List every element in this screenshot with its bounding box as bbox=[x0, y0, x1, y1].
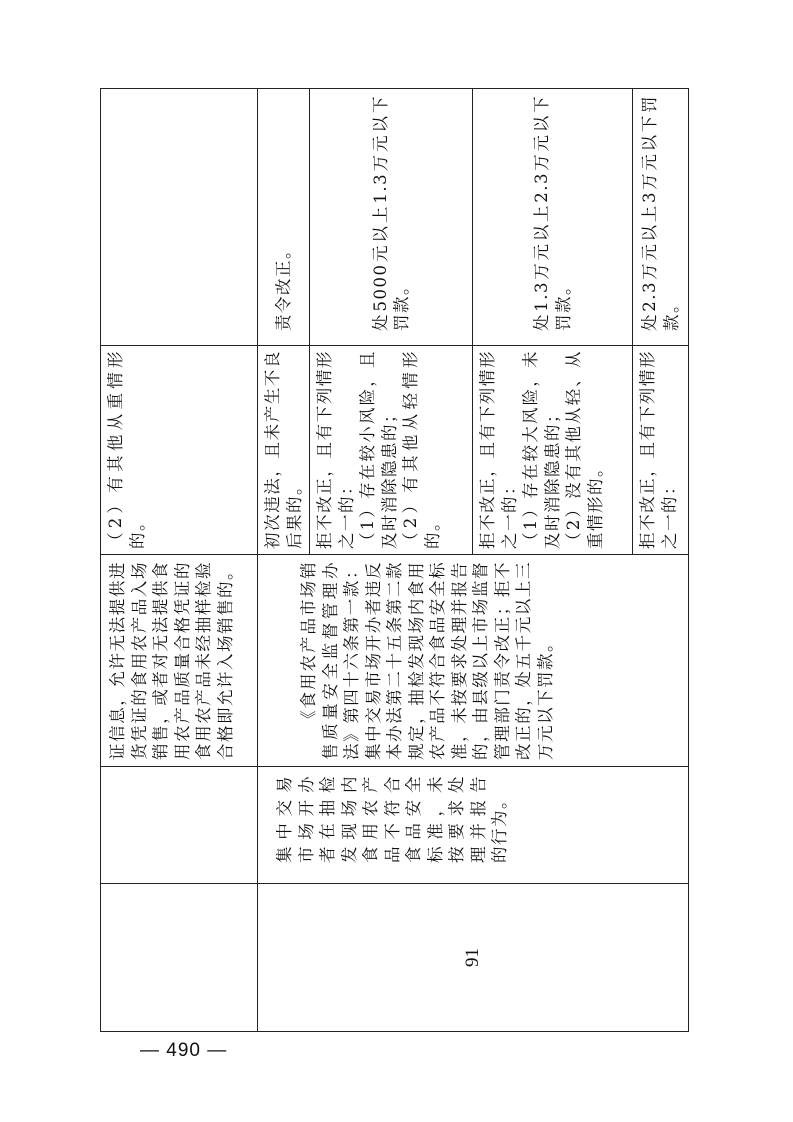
condition-2-line-2: （1）存在较小风险，且及时消除隐患的； bbox=[358, 350, 399, 549]
condition-2-line-1: 拒不改正，且有下列情形之一的： bbox=[315, 350, 356, 549]
condition-3-line-3: （2）没有其他从轻、从重情形的。 bbox=[564, 350, 605, 549]
cell-standard-4 bbox=[633, 89, 689, 346]
cell-continued-behavior bbox=[101, 767, 258, 884]
legal-basis-text: 《食用农产品市场销售质量安全监督管理办法》第四十六条第一款：集中交易市场开办者违反本办法第二十五条第二款规定，抽检发现场内食用农产品不符合食品安全标准，未按要求处理并报告的，由县级以上市场监督管理部门责令改正；拒不改正的，处五千元以上三万元以下罚款。 bbox=[299, 561, 555, 760]
page-number: — 490 — bbox=[140, 1040, 228, 1061]
penalty-discretion-table bbox=[100, 88, 689, 1032]
continued-basis-text: 证信息，允许无法提供进货凭证的食用农产品入场销售，或者对无法提供食用农产品质量合格凭证的食用农产品未经抽样检验合格即允许入场销售的。 bbox=[108, 561, 235, 760]
cell-standard-2 bbox=[310, 89, 473, 346]
cell-condition-2 bbox=[310, 346, 473, 555]
cell-continued-number bbox=[101, 884, 258, 1032]
condition-2-line-3: （2）有其他从轻情形的。 bbox=[401, 350, 442, 549]
cell-row-number bbox=[258, 884, 689, 1032]
condition-4-line-1: 拒不改正，且有下列情形之一的： bbox=[638, 350, 679, 549]
condition-1-line-1: 初次违法，且未产生不良后果的。 bbox=[263, 350, 304, 549]
cell-standard-3 bbox=[473, 89, 633, 346]
behavior-text: 集中交易市场开办者在抽检发现场内食用农产品不符合食品安全标准，未按要求处理并报告的行为。 bbox=[275, 775, 509, 863]
level-row-1 bbox=[258, 89, 310, 1032]
rotated-table-container bbox=[100, 89, 688, 1032]
cell-condition-3 bbox=[473, 346, 633, 555]
cell-standard-1 bbox=[258, 89, 310, 346]
cell-legal-basis bbox=[258, 555, 689, 767]
continued-condition-text: （2）有其他从重情形的。 bbox=[106, 350, 147, 549]
cell-continued-condition bbox=[101, 346, 258, 555]
cell-condition-1 bbox=[258, 346, 310, 555]
condition-3-line-2: （1）存在较大风险，未及时消除隐患的； bbox=[521, 350, 562, 549]
standard-2-text: 处5000元以上1.3万元以下罚款。 bbox=[370, 95, 411, 331]
cell-condition-4 bbox=[633, 346, 689, 555]
cell-behavior bbox=[258, 767, 689, 884]
standard-3-text: 处1.3万元以上2.3万元以下罚款。 bbox=[532, 95, 573, 331]
cell-continued-basis bbox=[101, 555, 258, 767]
cell-continued-standard bbox=[101, 89, 258, 346]
continued-row bbox=[101, 89, 258, 1032]
condition-3-line-1: 拒不改正，且有下列情形之一的： bbox=[478, 350, 519, 549]
row-number: 91 bbox=[462, 948, 484, 967]
standard-4-text: 处2.3万元以上3万元以下罚款。 bbox=[640, 95, 681, 331]
standard-1-text: 责令改正。 bbox=[273, 241, 293, 331]
